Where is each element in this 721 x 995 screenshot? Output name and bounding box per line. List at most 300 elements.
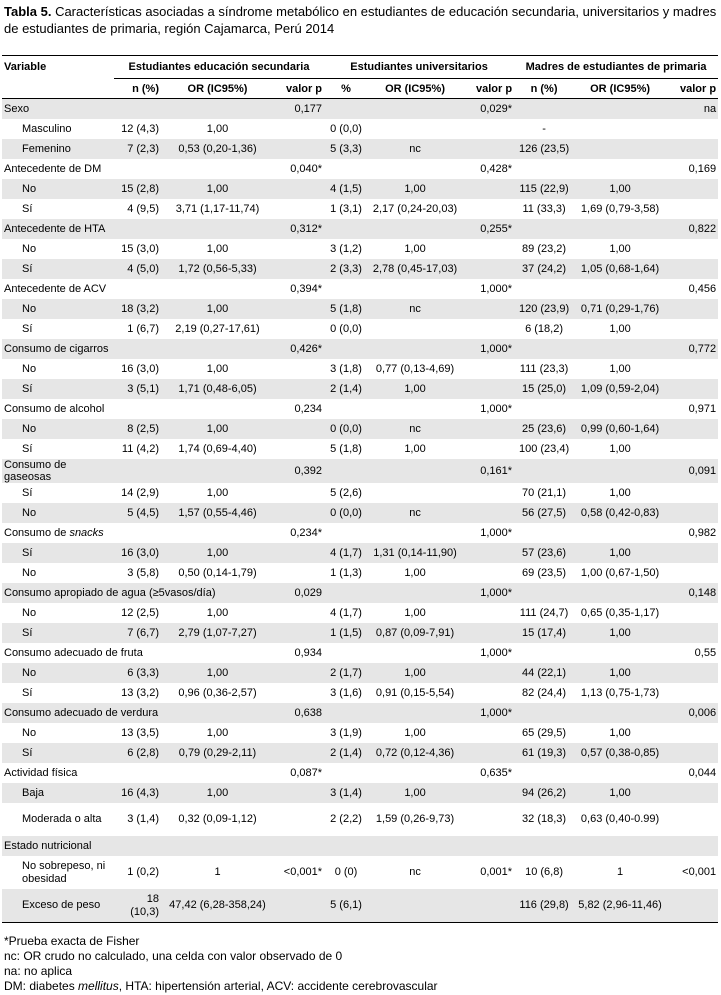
row-label: Antecedente de ACV: [4, 283, 107, 295]
header-group-secundaria: Estudiantes educación secundaria: [114, 56, 324, 79]
cell-or: 1,00: [574, 623, 666, 643]
cell-empty: [574, 836, 666, 856]
cell-n: 3 (1,6): [330, 687, 362, 699]
cell-n: 1 (1,5): [324, 623, 368, 643]
cell-n: 61 (19,3): [514, 743, 574, 763]
cell-empty: [324, 219, 368, 239]
cell-p-value: [462, 419, 514, 439]
cell-empty: [324, 459, 368, 483]
footnote-nc: nc: OR crudo no calculado, una celda con valor observado de 0: [4, 949, 343, 963]
cell-n: 120 (23,9): [514, 299, 574, 319]
cell-empty: [514, 763, 574, 783]
cell-p-value: 0,934: [294, 647, 323, 659]
footnote-fisher: *Prueba exacta de Fisher: [4, 934, 140, 948]
cell-or: [368, 889, 462, 923]
cell-or: [368, 319, 462, 339]
cell-p-value: [274, 503, 324, 523]
cell-p-value: [666, 239, 718, 259]
cell-empty: [574, 763, 666, 783]
table-row: [2, 139, 718, 159]
cell-p-value: [274, 603, 324, 623]
cell-empty: [114, 399, 161, 419]
cell-p-value: [274, 889, 324, 923]
cell-n: 1 (3,1): [330, 203, 362, 215]
cell-p-value: 0,001*: [480, 866, 513, 878]
table-row-group: [2, 763, 718, 783]
cell-empty: [114, 523, 161, 543]
cell-n: 57 (23,6): [514, 543, 574, 563]
row-label: Masculino: [22, 123, 72, 135]
cell-n: 15 (2,8): [114, 179, 161, 199]
cell-or: 1,00: [368, 783, 462, 803]
table-row-group: [2, 99, 718, 120]
cell-p-value: [666, 139, 718, 159]
cell-or: 1,31 (0,14-11,90): [368, 543, 462, 563]
cell-p-value: [462, 179, 514, 199]
cell-empty: [324, 399, 368, 419]
table-footnotes: [4, 934, 438, 994]
cell-or: 1,00: [609, 323, 631, 335]
cell-p-value: [462, 379, 514, 399]
cell-p-value: [462, 623, 514, 643]
cell-empty: [574, 219, 666, 239]
cell-n: 15 (25,0): [514, 379, 574, 399]
table-row: [2, 179, 718, 199]
cell-or: 1,00: [574, 179, 666, 199]
cell-n: 4 (1,7): [330, 607, 362, 619]
cell-p-value: <0,001*: [283, 866, 323, 878]
table-row: [2, 856, 718, 889]
cell-p-value: [462, 836, 514, 856]
table-body: [2, 99, 718, 923]
cell-or: [368, 483, 462, 503]
cell-p-value: 1,000*: [462, 703, 514, 723]
cell-n: 5 (3,3): [324, 139, 368, 159]
cell-empty: [161, 339, 274, 359]
cell-p-value: [666, 299, 718, 319]
cell-p-value: [666, 439, 718, 459]
cell-or: 1,74 (0,69-4,40): [178, 443, 257, 455]
row-label: Moderada o alta: [22, 813, 102, 825]
cell-or: 1,00: [404, 607, 426, 619]
cell-p-value: [274, 139, 324, 159]
cell-p-value: [666, 483, 718, 503]
cell-p-value: 0,428*: [480, 163, 513, 175]
cell-p-value: [274, 119, 324, 139]
cell-p-value: 0,169: [688, 163, 717, 175]
row-label: No: [2, 299, 114, 319]
cell-n: 111 (24,7): [519, 607, 569, 619]
cell-or: 1,00: [161, 783, 274, 803]
cell-or: 0,50 (0,14-1,79): [178, 567, 257, 579]
cell-p-value: [666, 419, 718, 439]
table-caption: [4, 3, 720, 37]
cell-or: 1,00: [368, 379, 462, 399]
cell-p-value: [462, 683, 514, 703]
cell-or: 0,91 (0,15-5,54): [375, 687, 455, 699]
cell-or: 1,00: [368, 179, 462, 199]
cell-p-value: [274, 419, 324, 439]
cell-empty: [368, 279, 462, 299]
cell-p-value: 0,029*: [462, 99, 514, 120]
cell-p-value: [666, 803, 718, 836]
cell-or: 1,00: [161, 663, 274, 683]
cell-n: 100 (23,4): [518, 443, 570, 455]
table-row-group: [2, 459, 718, 483]
cell-p-value: 0,234*: [290, 527, 323, 539]
table-row: [2, 379, 718, 399]
cell-or: 1,72 (0,56-5,33): [161, 259, 274, 279]
cell-or: 1,00: [574, 783, 666, 803]
cell-p-value: 0,312*: [274, 219, 324, 239]
cell-empty: [368, 836, 462, 856]
cell-or: 1: [617, 866, 624, 878]
cell-empty: [514, 219, 574, 239]
cell-n: 2 (1,4): [324, 743, 368, 763]
header-or: OR (IC95%): [368, 79, 462, 99]
header-pct: %: [324, 79, 368, 99]
cell-n: 1 (0,2): [127, 866, 159, 878]
table-row: [2, 119, 718, 139]
cell-empty: [574, 523, 666, 543]
results-table: [2, 55, 718, 923]
cell-or: 1,00: [404, 567, 426, 579]
row-label: No: [22, 727, 37, 739]
table-row: [2, 803, 718, 836]
cell-empty: [574, 99, 666, 120]
header-or: OR (IC95%): [161, 79, 274, 99]
cell-p-value: 0,456: [688, 283, 717, 295]
cell-empty: [574, 583, 666, 603]
cell-empty: [514, 339, 574, 359]
cell-n: 2 (1,7): [324, 663, 368, 683]
row-label: Consumo de gaseosas: [2, 459, 114, 483]
cell-p-value: [462, 743, 514, 763]
cell-p-value: [462, 803, 514, 836]
cell-p-value: 0,234: [294, 403, 323, 415]
cell-empty: [161, 99, 274, 120]
cell-empty: [114, 279, 161, 299]
cell-or: 2,19 (0,27-17,61): [175, 323, 260, 335]
cell-p-value: [666, 379, 718, 399]
cell-p-value: [462, 783, 514, 803]
cell-empty: [574, 643, 666, 663]
cell-empty: [514, 703, 574, 723]
cell-or: nc: [409, 866, 421, 878]
cell-or: nc: [368, 503, 462, 523]
cell-empty: [161, 219, 274, 239]
cell-or: 1,09 (0,59-2,04): [574, 379, 666, 399]
cell-p-value: [274, 663, 324, 683]
cell-n: 111 (23,3): [519, 363, 569, 375]
cell-empty: [114, 99, 161, 120]
cell-p-value: [666, 603, 718, 623]
cell-or: nc: [368, 299, 462, 319]
cell-empty: [161, 836, 274, 856]
cell-n: 4 (1,5): [324, 179, 368, 199]
row-label: Sí: [2, 623, 114, 643]
cell-p-value: [462, 359, 514, 379]
row-label: No: [22, 243, 37, 255]
cell-n: 5 (1,8): [330, 443, 362, 455]
cell-or: 1,71 (0,48-6,05): [161, 379, 274, 399]
table-row: [2, 419, 718, 439]
cell-or: 1,00: [609, 243, 631, 255]
table-row-group: [2, 159, 718, 179]
table-title: Características asociadas a síndrome metabólico en estudiantes de educación secundaria, universitarios y madres de estudiantes de primaria, región Cajamarca, Perú 2014: [4, 4, 717, 36]
table-row: [2, 563, 718, 583]
table-row: [2, 543, 718, 563]
cell-p-value: [274, 179, 324, 199]
cell-n: 7 (6,7): [114, 623, 161, 643]
cell-or: [574, 139, 666, 159]
cell-or: 1,00: [206, 243, 229, 255]
row-label: Sí: [22, 323, 33, 335]
cell-n: 32 (18,3): [522, 813, 567, 825]
cell-empty: [114, 459, 161, 483]
cell-empty: [574, 703, 666, 723]
cell-empty: [368, 643, 462, 663]
cell-n: 12 (4,3): [121, 123, 159, 135]
cell-p-value: [274, 723, 324, 743]
cell-p-value: [274, 743, 324, 763]
cell-n: 1 (1,3): [330, 567, 362, 579]
cell-empty: [324, 763, 368, 783]
cell-p-value: [274, 783, 324, 803]
cell-or: 2,79 (1,07-7,27): [161, 623, 274, 643]
cell-empty: [324, 523, 368, 543]
table-row-group: [2, 399, 718, 419]
cell-empty: [368, 99, 462, 120]
row-label: Femenino: [2, 139, 114, 159]
cell-empty: [574, 339, 666, 359]
header-n: n (%): [114, 79, 161, 99]
cell-or: [368, 119, 462, 139]
cell-n: 0 (0,0): [330, 123, 362, 135]
cell-n: 16 (3,0): [121, 363, 159, 375]
cell-n: 5 (2,6): [330, 487, 362, 499]
table-row: [2, 299, 718, 319]
cell-or: nc: [368, 139, 462, 159]
cell-or: 0,99 (0,60-1,64): [574, 419, 666, 439]
table-row: [2, 623, 718, 643]
cell-n: 4 (1,7): [324, 543, 368, 563]
header-or: OR (IC95%): [574, 79, 666, 99]
cell-n: 13 (3,2): [121, 687, 159, 699]
cell-empty: [324, 159, 368, 179]
cell-n: 65 (29,5): [522, 727, 567, 739]
cell-p-value: 0,772: [666, 339, 718, 359]
cell-empty: [161, 399, 274, 419]
cell-or: 0,32 (0,09-1,12): [178, 813, 257, 825]
table-row-group: [2, 836, 718, 856]
header-group-madres: Madres de estudiantes de primaria: [514, 56, 718, 79]
cell-n: 126 (23,5): [514, 139, 574, 159]
cell-p-value: 0,044: [688, 767, 717, 779]
cell-p-value: 0,255*: [462, 219, 514, 239]
cell-p-value: [666, 683, 718, 703]
cell-n: 0 (0,0): [324, 503, 368, 523]
cell-p-value: [666, 723, 718, 743]
cell-p-value: [666, 179, 718, 199]
table-row-group: [2, 523, 718, 543]
cell-n: 7 (2,3): [114, 139, 161, 159]
cell-or: 1,00: [609, 487, 631, 499]
table-label: Tabla 5.: [4, 4, 52, 19]
row-label: Sí: [22, 687, 33, 699]
cell-empty: [114, 159, 161, 179]
cell-n: 2 (1,4): [324, 379, 368, 399]
cell-empty: [324, 583, 368, 603]
cell-n: 3 (5,8): [127, 567, 159, 579]
cell-p-value: [274, 239, 324, 259]
cell-empty: [161, 279, 274, 299]
cell-p-value: 0,394*: [290, 283, 323, 295]
cell-or: 0,87 (0,09-7,91): [368, 623, 462, 643]
cell-empty: [368, 583, 462, 603]
cell-or: 0,96 (0,36-2,57): [178, 687, 257, 699]
table-row: [2, 683, 718, 703]
cell-empty: [324, 703, 368, 723]
cell-p-value: [274, 319, 324, 339]
cell-p-value: [462, 259, 514, 279]
table-row: [2, 743, 718, 763]
cell-n: 116 (29,8): [514, 889, 574, 923]
table-row-group: [2, 219, 718, 239]
cell-n: 4 (5,0): [114, 259, 161, 279]
row-label: Sí: [22, 487, 33, 499]
cell-p-value: 0,087*: [290, 767, 323, 779]
cell-empty: [324, 836, 368, 856]
cell-p-value: [462, 603, 514, 623]
cell-empty: [324, 643, 368, 663]
cell-or: 0,63 (0,40-0.99): [580, 813, 660, 825]
table-row: [2, 319, 718, 339]
cell-p-value: [666, 783, 718, 803]
cell-n: 5 (6,1): [324, 889, 368, 923]
cell-empty: [368, 399, 462, 419]
header-group-universitarios: Estudiantes universitarios: [324, 56, 514, 79]
cell-p-value: [274, 623, 324, 643]
header-n: n (%): [514, 79, 574, 99]
table-row-group: [2, 643, 718, 663]
cell-p-value: [462, 723, 514, 743]
cell-n: 6 (18,2): [525, 323, 564, 335]
cell-p-value: 0,029: [274, 583, 324, 603]
cell-p-value: [274, 803, 324, 836]
table-row-group: [2, 339, 718, 359]
cell-n: 3 (1,4): [127, 813, 159, 825]
cell-p-value: na: [666, 99, 718, 120]
cell-or: 1,00: [404, 443, 426, 455]
cell-n: 115 (22,9): [514, 179, 574, 199]
cell-or: 0,58 (0,42-0,83): [574, 503, 666, 523]
cell-n: 18 (3,2): [114, 299, 161, 319]
cell-or: 0,57 (0,38-0,85): [574, 743, 666, 763]
cell-empty: [324, 279, 368, 299]
cell-empty: [161, 763, 274, 783]
cell-empty: [368, 523, 462, 543]
row-label: No: [22, 607, 37, 619]
table-row: [2, 603, 718, 623]
cell-p-value: 0,161*: [462, 459, 514, 483]
cell-p-value: [666, 319, 718, 339]
cell-or: 3,71 (1,17-11,74): [175, 203, 260, 215]
cell-n: 2 (2,2): [330, 813, 362, 825]
table-row: [2, 723, 718, 743]
cell-empty: [574, 459, 666, 483]
header-p: valor p: [666, 79, 718, 99]
cell-n: 44 (22,1): [514, 663, 574, 683]
row-label: No sobrepeso, ni obesidad: [22, 859, 106, 885]
cell-or: 1,00: [161, 299, 274, 319]
cell-p-value: [462, 483, 514, 503]
cell-p-value: 0,040*: [290, 163, 323, 175]
cell-empty: [514, 523, 574, 543]
row-label: Consumo apropiado de agua (≥5vasos/día): [2, 583, 274, 603]
cell-n: 3 (1,8): [330, 363, 362, 375]
cell-p-value: [462, 199, 514, 219]
cell-p-value: [666, 119, 718, 139]
cell-or: 1,00: [206, 727, 229, 739]
cell-p-value: 0,982: [688, 527, 717, 539]
table-row: [2, 483, 718, 503]
cell-or: 1,05 (0,68-1,64): [574, 259, 666, 279]
cell-n: 14 (2,9): [121, 487, 159, 499]
cell-empty: [574, 279, 666, 299]
cell-p-value: [274, 299, 324, 319]
cell-p-value: 0,971: [688, 403, 717, 415]
cell-n: 37 (24,2): [514, 259, 574, 279]
cell-n: 2 (3,3): [324, 259, 368, 279]
cell-or: 1,00: [368, 663, 462, 683]
cell-p-value: [274, 259, 324, 279]
cell-n: 15 (3,0): [121, 243, 159, 255]
cell-empty: [514, 99, 574, 120]
cell-p-value: [666, 836, 718, 856]
row-label: Sí: [2, 743, 114, 763]
cell-p-value: [274, 439, 324, 459]
cell-n: 3 (1,9): [330, 727, 362, 739]
cell-p-value: [274, 379, 324, 399]
cell-p-value: [462, 503, 514, 523]
table-row: [2, 783, 718, 803]
row-label: No: [2, 663, 114, 683]
cell-n: 3 (1,4): [324, 783, 368, 803]
cell-p-value: 0,392: [274, 459, 324, 483]
cell-empty: [514, 399, 574, 419]
cell-p-value: 1,000*: [462, 583, 514, 603]
cell-p-value: [666, 359, 718, 379]
row-label: Consumo de snacks: [4, 527, 104, 539]
cell-p-value: [666, 543, 718, 563]
cell-p-value: 1,000*: [480, 283, 513, 295]
cell-n: -: [542, 123, 546, 135]
cell-n: 82 (24,4): [522, 687, 567, 699]
cell-empty: [514, 159, 574, 179]
cell-n: 11 (33,3): [522, 203, 566, 215]
cell-empty: [114, 219, 161, 239]
cell-empty: [161, 459, 274, 483]
cell-p-value: [274, 836, 324, 856]
table-row-group: [2, 279, 718, 299]
cell-n: 69 (23,5): [522, 567, 567, 579]
cell-p-value: 0,091: [666, 459, 718, 483]
cell-empty: [368, 159, 462, 179]
cell-n: 1 (6,7): [127, 323, 159, 335]
table-row: [2, 259, 718, 279]
cell-n: 16 (3,0): [114, 543, 161, 563]
